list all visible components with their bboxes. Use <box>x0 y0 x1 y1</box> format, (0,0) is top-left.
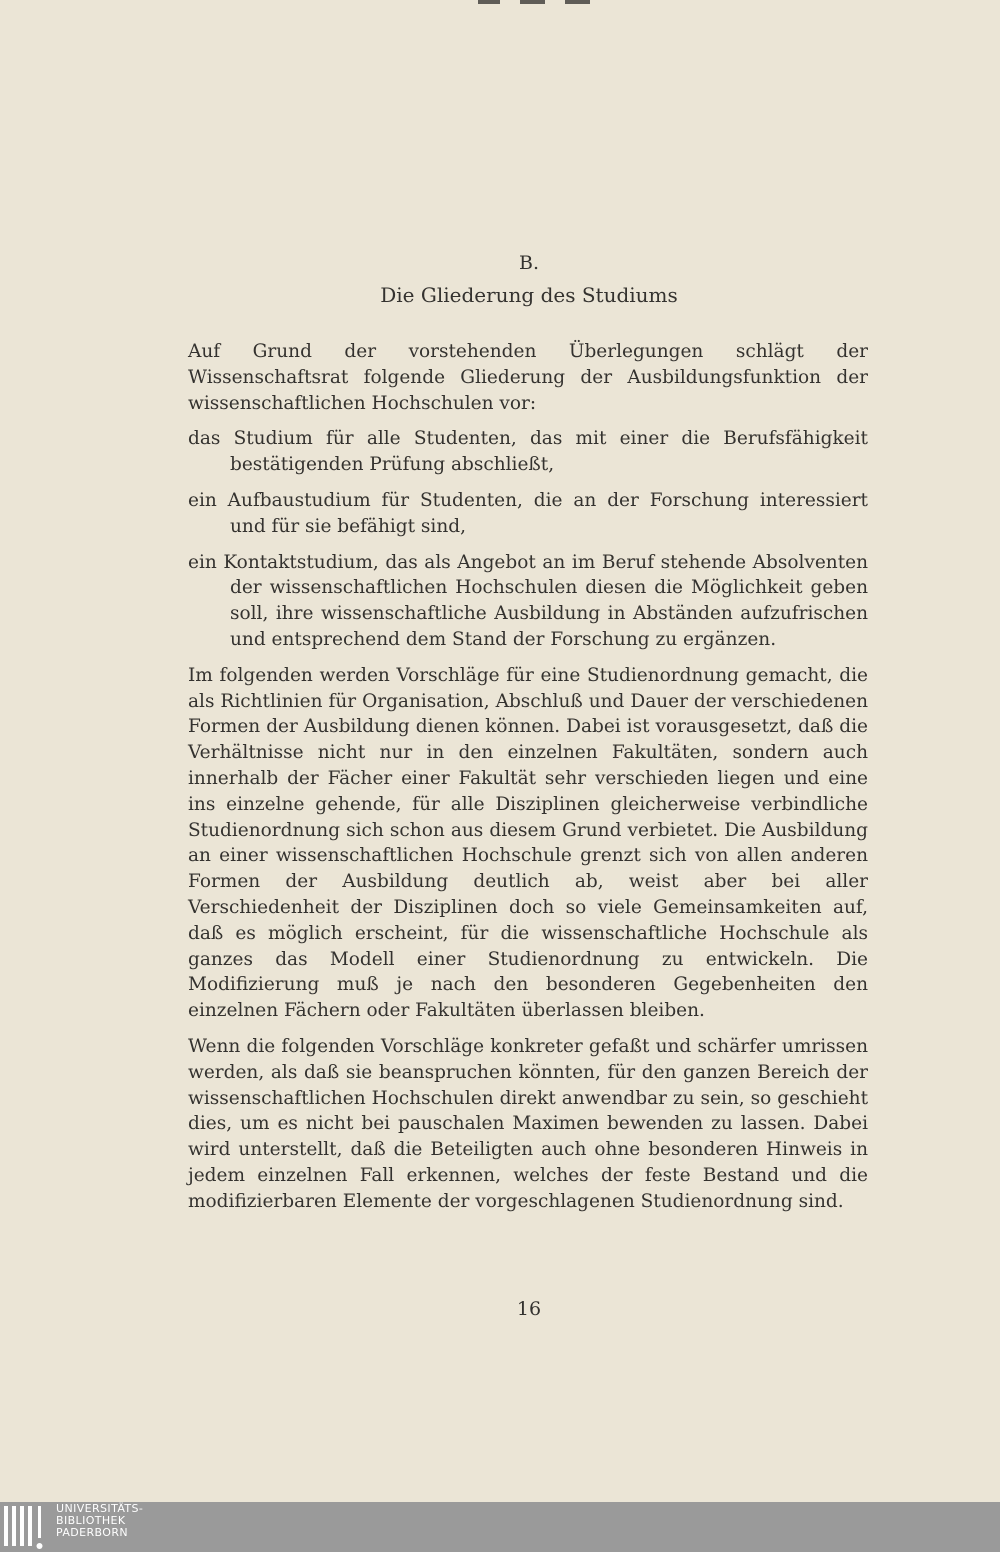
library-logo-icon <box>0 1502 60 1552</box>
list-item-text: Aufbaustudium für Studenten, die an der Forschung interessiert und für sie befähigt sind, <box>227 489 868 537</box>
library-name-line: BIBLIOTHEK <box>56 1514 126 1527</box>
library-name-line: UNIVERSITÄTS- <box>56 1502 144 1515</box>
body-paragraph-3: Wenn die folgenden Vorschläge konkreter gefaßt und schärfer umrissen werden, als daß sie beanspruchen könnten, für den ganzen Bereich der wissenschaftlichen Hochschulen direkt anwendbar zu sein, so geschieht dies, um es nicht bei pauschalen Maximen bewenden zu lassen. Dabei wird unterstellt, daß die Beteiligten auch ohne besonderen Hinweis in jedem einzelnen Fall erkennen, welches der feste Bestand und die modifizierbaren Elemente der vorgeschlagenen Studienordnung sind. <box>188 1035 868 1212</box>
list-item-text: Kontaktstudium, das als Angebot an im Beruf stehende Absolventen der wissenschaftlichen Hochschulen diesen die Möglichkeit geben soll, ihre wissenschaftliche Ausbildung in Abständen aufzufrischen und entsprechend dem Stand der Forschung zu ergänzen. <box>223 551 868 650</box>
section-title: Die Gliederung des Studiums <box>380 283 678 307</box>
library-name <box>56 1503 143 1539</box>
list-item <box>188 550 868 653</box>
list-item-lead: ein <box>188 489 217 511</box>
list-item <box>188 488 868 540</box>
library-footer-bar <box>0 1502 1000 1552</box>
body-paragraph-2: Im folgenden werden Vorschläge für eine Studienordnung gemacht, die als Richtlinien für Organisation, Abschluß und Dauer der verschiedenen Formen der Ausbildung dienen können. Dabei ist vorausgesetzt, daß die Verhältnisse nicht nur in den einzelnen Fakultäten, sondern auch innerhalb der Fächer einer Fakultät sehr verschieden liegen und eine ins einzelne gehende, für alle Disziplinen gleicherweise verbindliche Studienordnung sich schon aus diesem Grund verbietet. Die Ausbildung an einer wissenschaftlichen Hochschule grenzt sich von allen anderen Formen der Ausbildung deutlich ab, weist aber bei aller Verschiedenheit der Disziplinen doch so viele Gemeinsamkeiten auf, daß es möglich erscheint, für die wissenschaftliche Hochschule als ganzes das Modell einer Studienordnung zu entwickeln. Die Modifizierung muß je nach den besonderen Gegebenheiten den einzelnen Fächern oder Fakultäten überlassen bleiben. <box>188 664 868 1022</box>
list-item <box>188 426 868 478</box>
list-item-lead: das <box>188 428 221 450</box>
page-number: 16 <box>516 1298 542 1320</box>
list-item-text: Studium für alle Studenten, das mit einer die Berufsfähigkeit bestätigenden Prüfung abschließt, <box>230 428 868 476</box>
body-text <box>188 339 868 1225</box>
intro-paragraph: Auf Grund der vorstehenden Überlegungen schlägt der Wissenschaftsrat folgende Gliederung der Ausbildungsfunktion der wissenschaftlichen Hochschulen vor: <box>188 341 868 414</box>
section-letter: B. <box>518 252 539 274</box>
list-item-lead: ein <box>188 551 217 573</box>
library-name-line: PADERBORN <box>56 1526 129 1539</box>
scan-edge-mark <box>0 0 1000 4</box>
